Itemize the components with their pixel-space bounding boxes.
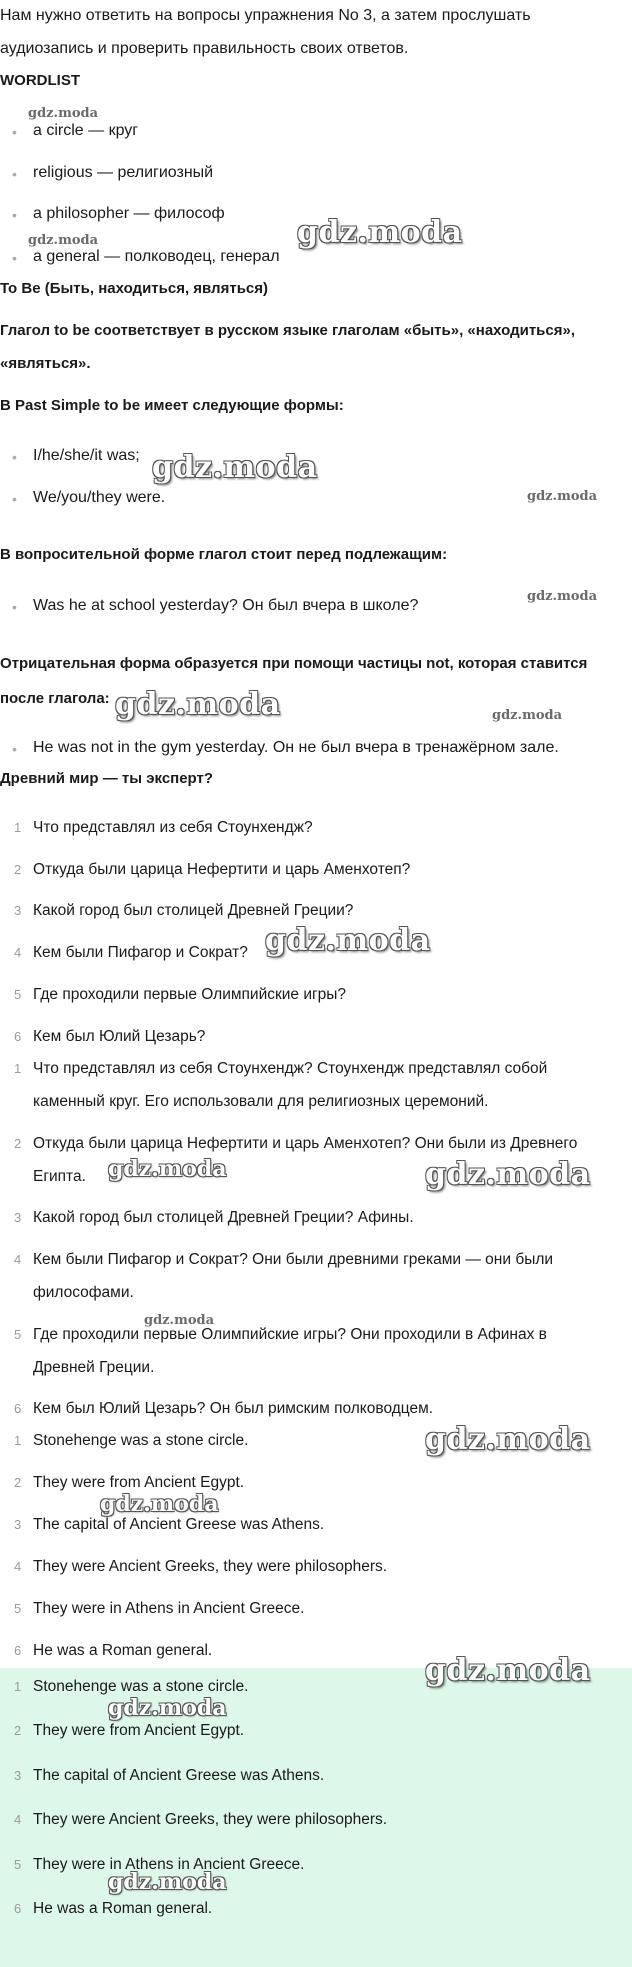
bullet-icon: • [12,449,17,465]
question-form-heading: В вопросительной форме глагол стоит перед подлежащим: [0,546,448,563]
negative-form-item: He was not in the gym yesterday. Он не был вчера в тренажёрном зале. [33,739,559,756]
list-number: 5 [14,1857,22,1872]
answer-ru-line: каменный круг. Его использовали для религиозных церемоний. [33,1093,489,1110]
watermark: gdz.moda [108,1869,227,1895]
wordlist-heading: WORDLIST [0,72,80,89]
intro-line-2: аудиозапись и проверить правильность своих ответов. [0,40,409,57]
answer-highlighted-item: They were Ancient Greeks, they were philosophers. [33,1811,388,1828]
list-number: 5 [14,1601,22,1616]
question-form-item: Was he at school yesterday? Он был вчера в школе? [33,597,419,614]
list-number: 2 [14,1475,22,1490]
question-item: Какой город был столицей Древней Греции? [33,902,354,919]
bullet-icon: • [12,124,17,140]
watermark: gdz.moda [527,489,598,504]
watermark: gdz.moda [297,215,463,250]
intro-line-1: Нам нужно ответить на вопросы упражнения No 3, а затем прослушать [0,7,531,24]
list-number: 4 [14,1812,22,1827]
question-item: Откуда были царица Нефертити и царь Аменхотеп? [33,861,411,878]
watermark: gdz.moda [108,1156,227,1182]
answer-en-item: They were in Athens in Ancient Greece. [33,1600,305,1617]
past-form-item: We/you/they were. [33,489,166,506]
answer-ru-line: Откуда были царица Нефертити и царь Аменхотеп? Они были из Древнего [33,1135,578,1152]
answer-en-item: They were from Ancient Egypt. [33,1474,245,1491]
answer-ru-line: Где проходили первые Олимпийские игры? Они проходили в Афинах в [33,1326,547,1343]
answer-ru-line: Древней Греции. [33,1359,155,1376]
watermark: gdz.moda [115,687,281,722]
bullet-icon: • [12,207,17,223]
watermark: gdz.moda [28,106,99,121]
watermark: gdz.moda [144,1313,215,1328]
answer-ru-line: Что представлял из себя Стоунхендж? Стоунхендж представлял собой [33,1060,548,1077]
list-number: 3 [14,903,22,918]
grammar-heading: To Be (Быть, находиться, являться) [0,280,269,297]
bullet-icon: • [12,250,17,266]
watermark: gdz.moda [425,1422,591,1457]
answer-highlighted-item: Stonehenge was a stone circle. [33,1678,249,1695]
list-number: 2 [14,1136,22,1151]
answer-ru-line: Кем были Пифагор и Сократ? Они были древними греками — они были [33,1251,554,1268]
question-item: Где проходили первые Олимпийские игры? [33,986,347,1003]
quiz-heading: Древний мир — ты эксперт? [0,770,214,787]
list-number: 2 [14,862,22,877]
wordlist-item: a circle — круг [33,122,139,139]
wordlist-item: a philosopher — философ [33,205,225,222]
answer-highlighted-item: He was a Roman general. [33,1900,213,1917]
list-number: 4 [14,1559,22,1574]
answer-en-item: Stonehenge was a stone circle. [33,1432,249,1449]
list-number: 3 [14,1517,22,1532]
watermark: gdz.moda [152,450,318,485]
list-number: 2 [14,1723,22,1738]
answer-ru-line: Какой город был столицей Древней Греции? Афины. [33,1209,414,1226]
list-number: 1 [14,1433,22,1448]
list-number: 3 [14,1210,22,1225]
list-number: 3 [14,1768,22,1783]
list-number: 5 [14,987,22,1002]
list-number: 6 [14,1901,22,1916]
question-item: Кем был Юлий Цезарь? [33,1028,206,1045]
wordlist-item: religious — религиозный [33,164,214,181]
list-number: 6 [14,1643,22,1658]
bullet-icon: • [12,166,17,182]
watermark: gdz.moda [28,233,99,248]
bullet-icon: • [12,599,17,615]
bullet-icon: • [12,491,17,507]
watermark: gdz.moda [425,1157,591,1192]
bullet-icon: • [12,741,17,757]
watermark: gdz.moda [527,589,598,604]
negative-form-line-2: после глагола: [0,690,110,707]
negative-form-line-1: Отрицательная форма образуется при помощи частицы not, которая ставится [0,655,588,672]
watermark: gdz.moda [492,708,563,723]
watermark: gdz.moda [108,1695,227,1721]
list-number: 1 [14,1679,22,1694]
list-number: 1 [14,1061,22,1076]
answer-highlighted-item: The capital of Ancient Greese was Athens. [33,1767,325,1784]
answer-ru-line: Кем был Юлий Цезарь? Он был римским полководцем. [33,1400,434,1417]
watermark: gdz.moda [265,923,431,958]
watermark: gdz.moda [425,1653,591,1688]
wordlist-item: a general — полководец, генерал [33,248,280,265]
grammar-desc-line-2: «являться». [0,355,91,372]
answer-ru-line: Египта. [33,1168,86,1185]
list-number: 4 [14,945,22,960]
list-number: 6 [14,1401,22,1416]
list-number: 5 [14,1327,22,1342]
answer-en-item: They were Ancient Greeks, they were philosophers. [33,1558,388,1575]
answer-ru-line: философами. [33,1284,134,1301]
grammar-desc-line-1: Глагол to be соответствует в русском языке глаголам «быть», «находиться», [0,322,576,339]
question-item: Кем были Пифагор и Сократ? [33,944,248,961]
answer-highlighted-item: They were from Ancient Egypt. [33,1722,245,1739]
list-number: 1 [14,820,22,835]
list-number: 4 [14,1252,22,1267]
question-item: Что представлял из себя Стоунхендж? [33,819,313,836]
answer-en-item: The capital of Ancient Greese was Athens. [33,1516,325,1533]
past-form-item: I/he/she/it was; [33,447,140,464]
answer-highlighted-item: They were in Athens in Ancient Greece. [33,1856,305,1873]
watermark: gdz.moda [100,1491,219,1517]
past-simple-heading: В Past Simple to be имеет следующие формы: [0,397,344,414]
list-number: 6 [14,1029,22,1044]
answer-en-item: He was a Roman general. [33,1642,213,1659]
